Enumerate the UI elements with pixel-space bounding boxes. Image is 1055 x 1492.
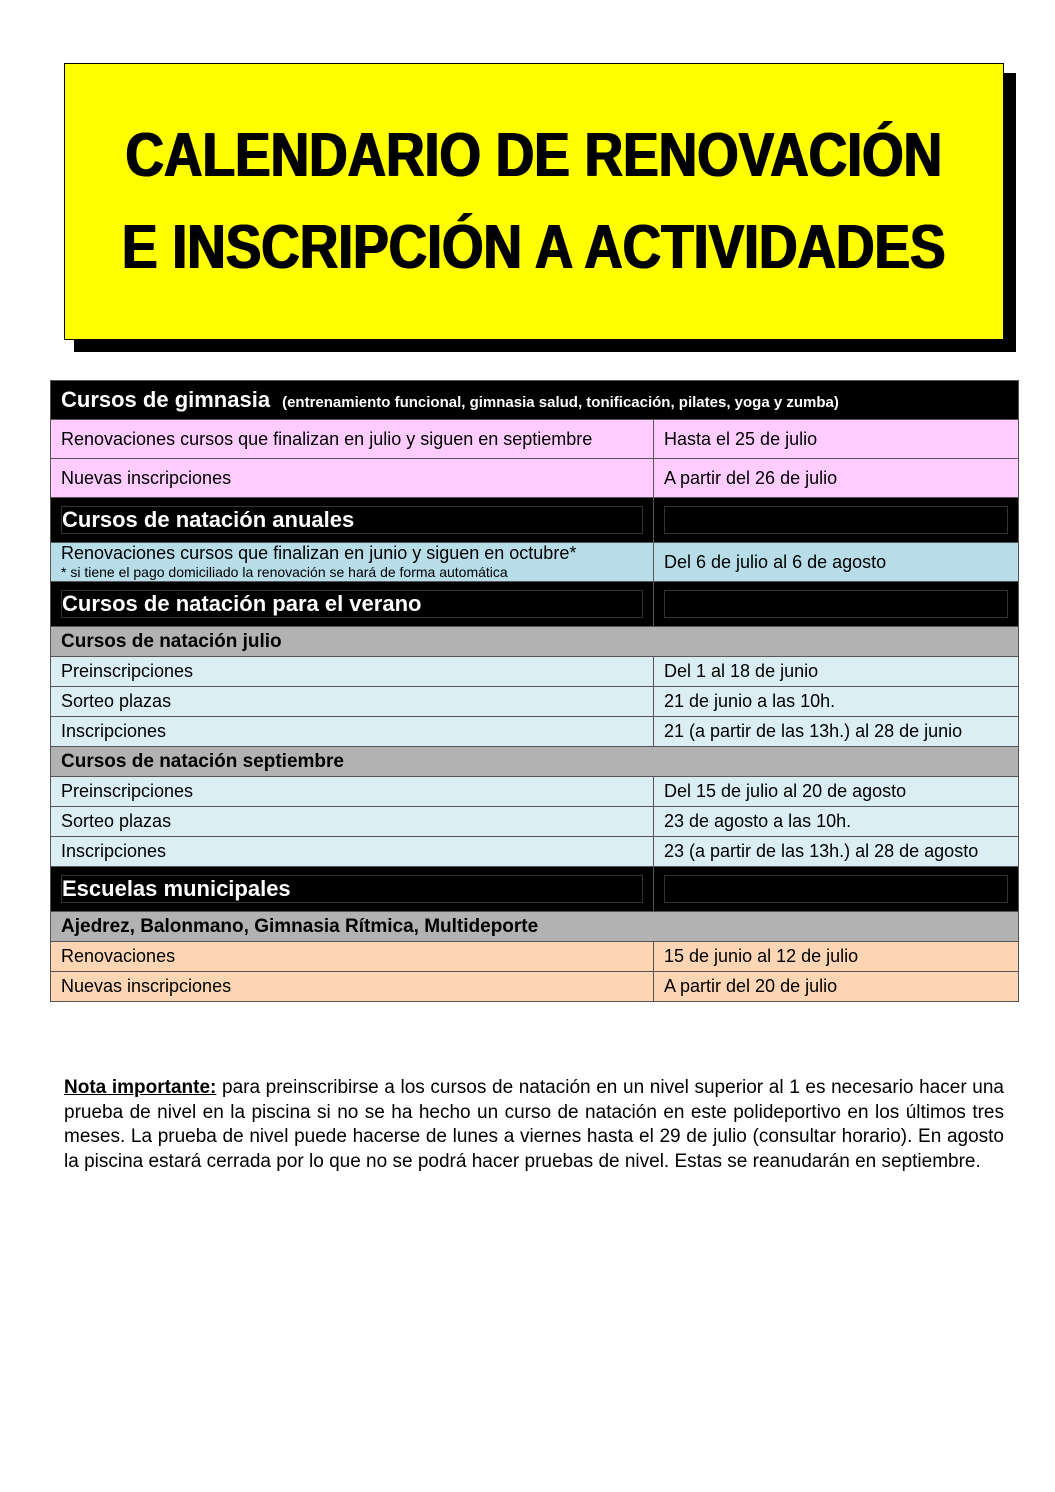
- row-label: Renovaciones: [51, 942, 654, 972]
- row-value: 23 (a partir de las 13h.) al 28 de agosto: [654, 837, 1019, 867]
- schedule-table: [50, 380, 1019, 1002]
- header-empty-cell: [664, 875, 1008, 903]
- table-row: [51, 657, 1019, 687]
- subsection-header-septiembre: [51, 747, 1019, 777]
- row-label: Renovaciones cursos que finalizan en junio y siguen en octubre*: [61, 543, 577, 563]
- row-value: 21 (a partir de las 13h.) al 28 de junio: [654, 717, 1019, 747]
- row-label: Preinscripciones: [51, 657, 654, 687]
- section-title-gimnasia: Cursos de gimnasia: [61, 387, 271, 412]
- section-title-escuelas: Escuelas municipales: [61, 875, 643, 903]
- row-label: Inscripciones: [51, 837, 654, 867]
- row-value: Hasta el 25 de julio: [654, 420, 1019, 459]
- table-row: [51, 777, 1019, 807]
- table-row: [51, 543, 1019, 582]
- row-value: Del 15 de julio al 20 de agosto: [654, 777, 1019, 807]
- row-label: Preinscripciones: [51, 777, 654, 807]
- row-label: Renovaciones cursos que finalizan en julio y siguen en septiembre: [51, 420, 654, 459]
- subsection-title: Ajedrez, Balonmano, Gimnasia Rítmica, Multideporte: [51, 912, 1019, 942]
- section-title-natacion-verano: Cursos de natación para el verano: [61, 590, 643, 618]
- table-row: [51, 420, 1019, 459]
- row-label: Inscripciones: [51, 717, 654, 747]
- table-row: [51, 807, 1019, 837]
- section-header-natacion-verano: [51, 582, 1019, 627]
- row-value: A partir del 26 de julio: [654, 459, 1019, 498]
- banner-title-line-1: CALENDARIO DE RENOVACIÓN: [125, 120, 943, 190]
- table-row: [51, 687, 1019, 717]
- row-value: 23 de agosto a las 10h.: [654, 807, 1019, 837]
- row-footnote: * si tiene el pago domiciliado la renovación se hará de forma automática: [61, 564, 508, 580]
- section-header-natacion-anuales: [51, 498, 1019, 543]
- header-empty-cell: [664, 590, 1008, 618]
- subsection-title: Cursos de natación julio: [51, 627, 1019, 657]
- table-row: [51, 459, 1019, 498]
- row-value: A partir del 20 de julio: [654, 972, 1019, 1002]
- section-header-escuelas: [51, 867, 1019, 912]
- subsection-title: Cursos de natación septiembre: [51, 747, 1019, 777]
- section-title-natacion-anuales: Cursos de natación anuales: [61, 506, 643, 534]
- subsection-header-julio: [51, 627, 1019, 657]
- header-empty-cell: [664, 506, 1008, 534]
- important-note: [64, 1076, 1004, 1174]
- subsection-header-escuelas: [51, 912, 1019, 942]
- row-value: Del 6 de julio al 6 de agosto: [654, 543, 1019, 582]
- table-row: [51, 717, 1019, 747]
- section-header-gimnasia: [51, 381, 1019, 420]
- table-row: [51, 942, 1019, 972]
- row-value: Del 1 al 18 de junio: [654, 657, 1019, 687]
- row-label: Sorteo plazas: [51, 807, 654, 837]
- title-banner: [64, 63, 1004, 340]
- banner-title-line-2: E INSCRIPCIÓN A ACTIVIDADES: [122, 212, 946, 282]
- note-text: para preinscribirse a los cursos de natación en un nivel superior al 1 es necesario hacer una prueba de nivel en la piscina si no se ha hecho un curso de natación en este polideportivo en los últimos tres meses. La prueba de nivel puede hacerse de lunes a viernes hasta el 29 de julio (consultar horario). En agosto la piscina estará cerrada por lo que no se podrá hacer pruebas de nivel. Estas se reanudarán en septiembre.: [64, 1077, 1004, 1172]
- row-value: 21 de junio a las 10h.: [654, 687, 1019, 717]
- note-label: Nota importante:: [64, 1077, 217, 1098]
- row-label: Sorteo plazas: [51, 687, 654, 717]
- row-label: Nuevas inscripciones: [51, 459, 654, 498]
- table-row: [51, 972, 1019, 1002]
- row-value: 15 de junio al 12 de julio: [654, 942, 1019, 972]
- table-row: [51, 837, 1019, 867]
- section-subtitle-gimnasia: (entrenamiento funcional, gimnasia salud, tonificación, pilates, yoga y zumba): [282, 394, 839, 411]
- row-label: Nuevas inscripciones: [51, 972, 654, 1002]
